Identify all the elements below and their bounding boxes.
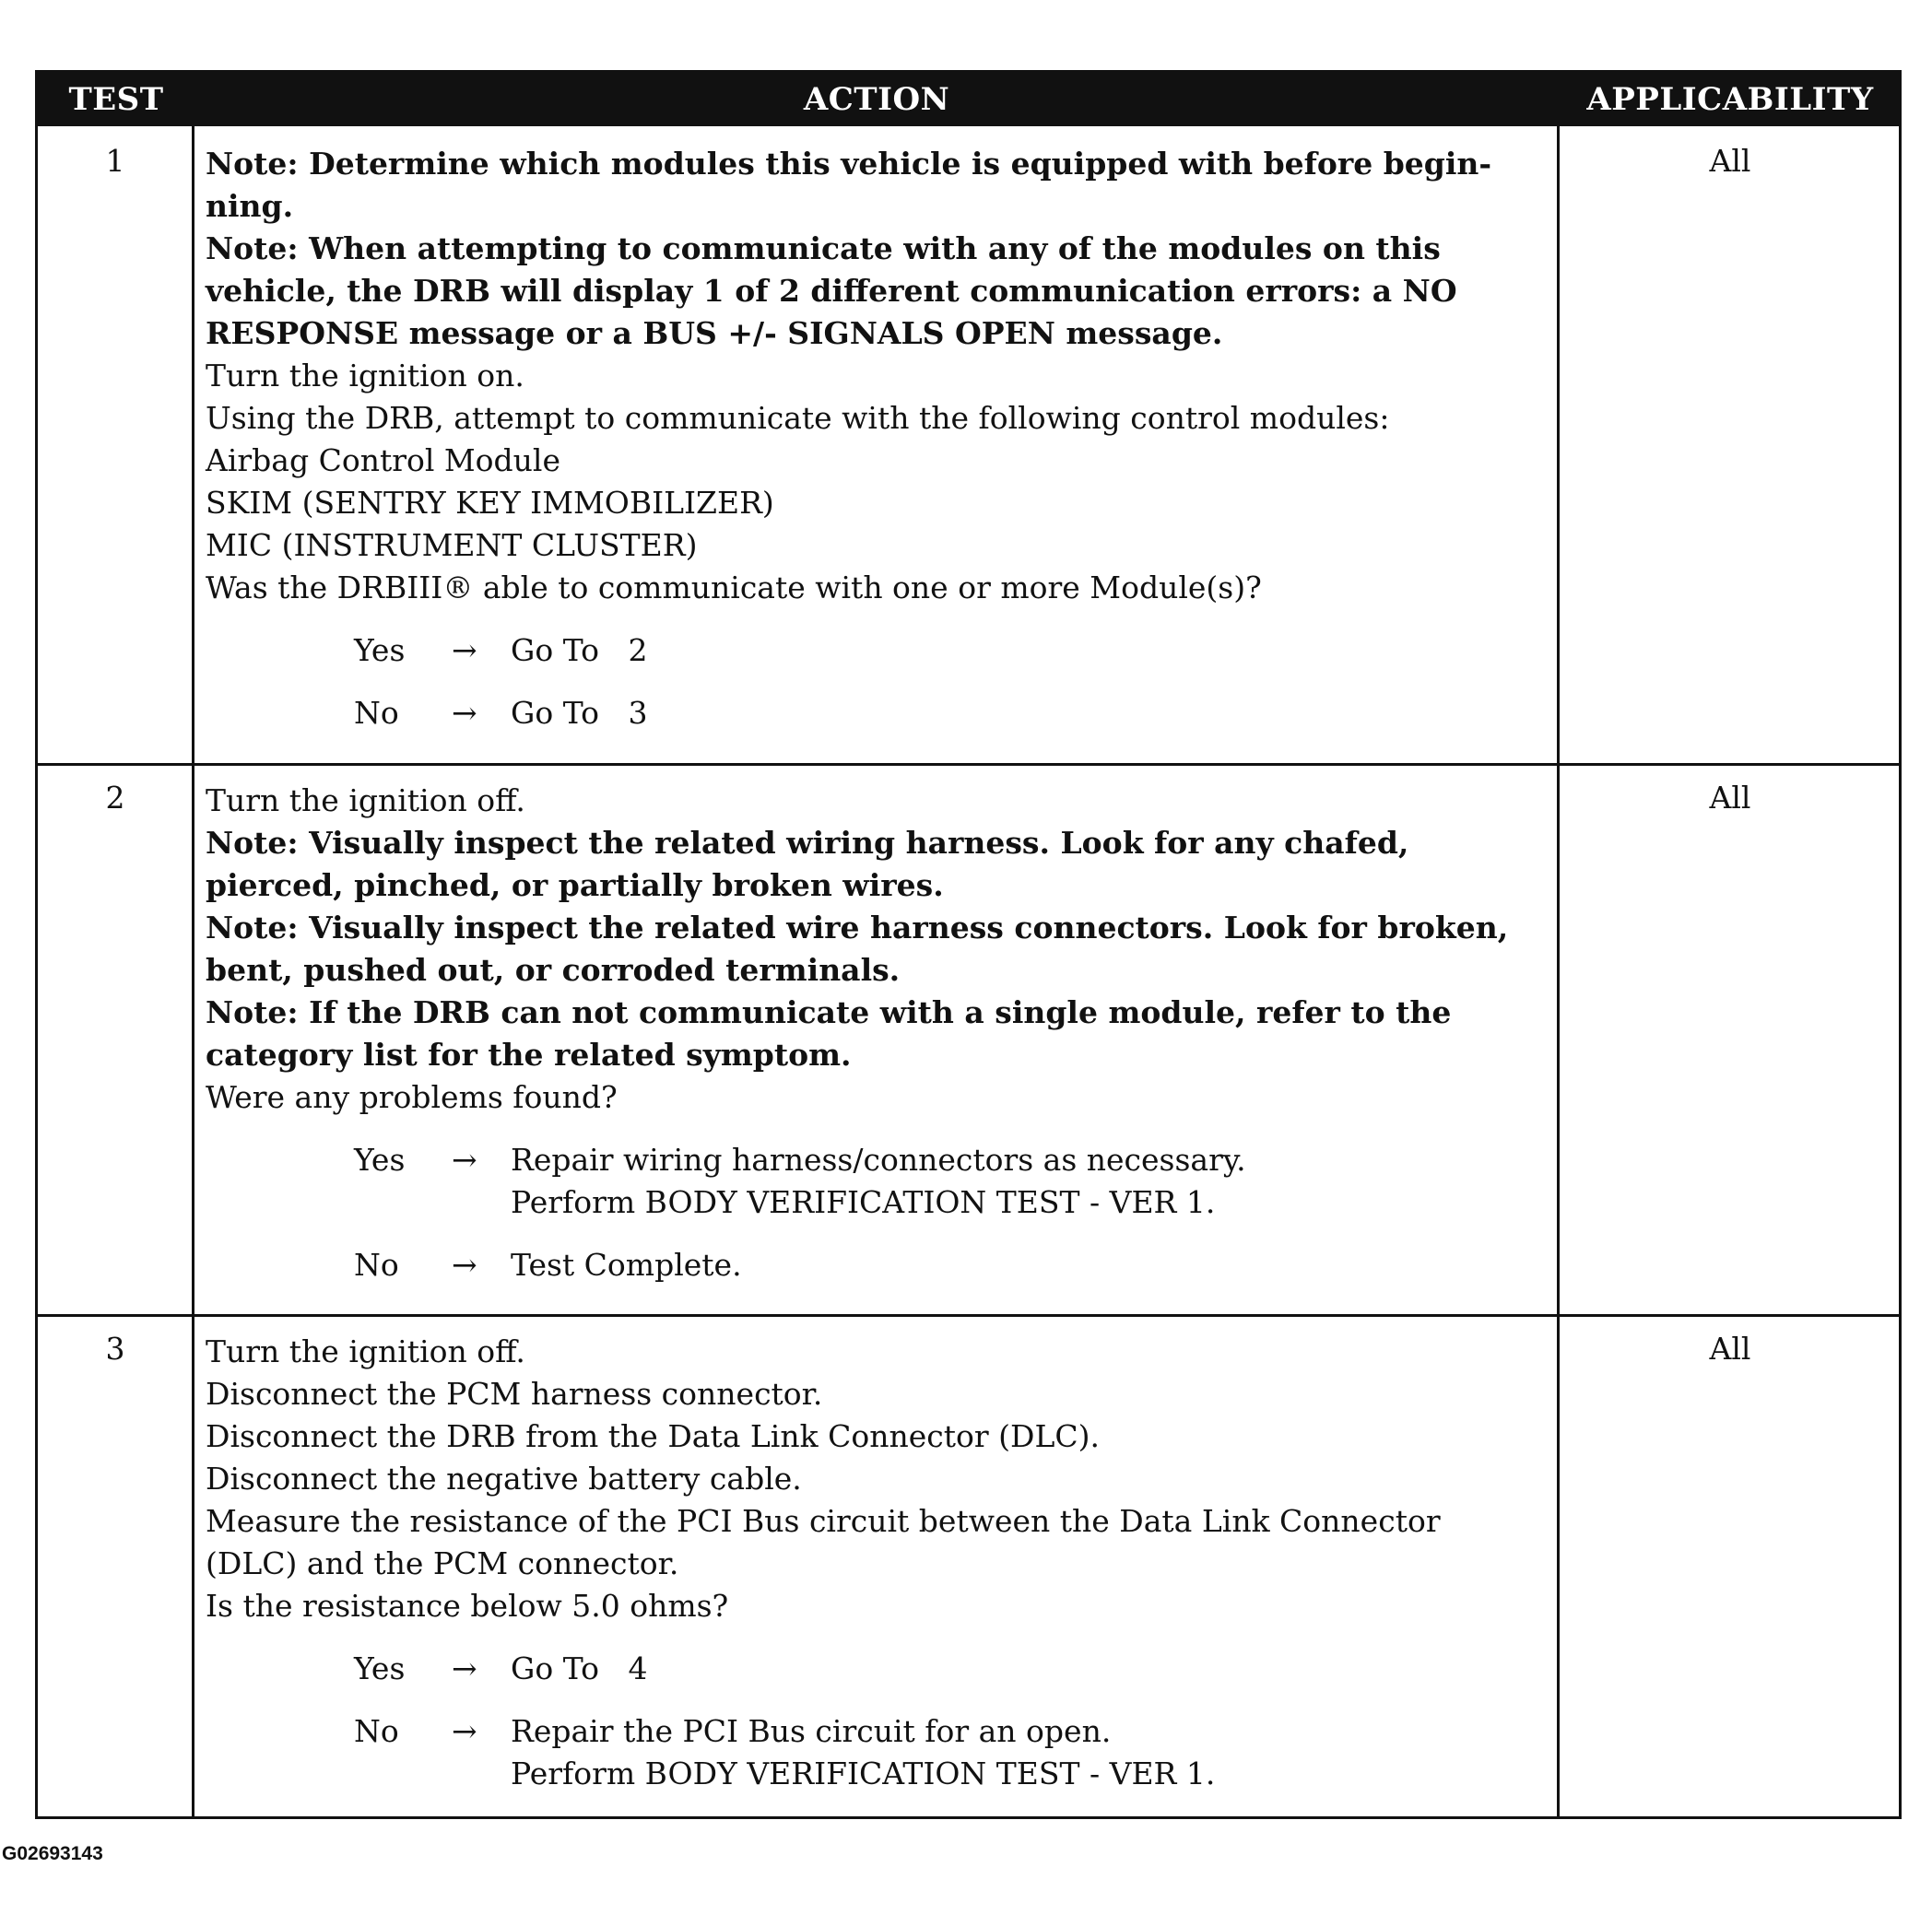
instruction-line: Is the resistance below 5.0 ohms? [206,1588,729,1624]
instruction-line: Turn the ignition on. [206,358,524,393]
instruction-line: Using the DRB, attempt to communicate with the following control modules: [206,400,1390,436]
note-line: Note: Determine which modules this vehicle is equipped with before begin- [206,146,1492,182]
result-text-line: Go To 4 [511,1650,648,1686]
result-text [511,1244,1548,1286]
note-line: RESPONSE message or a BUS +/- SIGNALS OPEN message. [206,315,1223,351]
instruction-line: Turn the ignition off. [206,1333,525,1369]
applicability-1: All [1709,143,1751,179]
action-cell-3 [206,1331,1548,1795]
action-cell-1 [206,143,1548,734]
column-divider-applicability [1557,126,1560,1816]
arrow-right-icon: → [452,695,477,731]
note-line: vehicle, the DRB will display 1 of 2 different communication errors: a NO [206,273,1457,309]
note-line: bent, pushed out, or corroded terminals. [206,952,901,988]
result-text-line: Go To 3 [511,695,648,731]
note-line: pierced, pinched, or partially broken wires. [206,867,944,903]
result-text-line: Perform BODY VERIFICATION TEST - VER 1. [511,1184,1216,1220]
row-divider-1 [38,763,1899,766]
result-label: No [354,695,399,731]
row-divider-2 [38,1314,1899,1317]
result-text-line: Repair wiring harness/connectors as necessary. [511,1142,1246,1178]
note-line: Note: If the DRB can not communicate with a single module, refer to the [206,994,1452,1030]
result-text [511,692,1548,734]
figure-id: G02693143 [2,1843,103,1864]
result-label: Yes [354,1650,406,1686]
instruction-line: Measure the resistance of the PCI Bus circuit between the Data Link Connector [206,1503,1441,1539]
note-line: Note: Visually inspect the related wiring harness. Look for any chafed, [206,825,1409,861]
result-no [206,1710,1548,1795]
instruction-line: Disconnect the DRB from the Data Link Connector (DLC). [206,1418,1100,1454]
instruction-line: Turn the ignition off. [206,782,525,818]
column-divider-test [192,126,194,1816]
note-line: ning. [206,188,294,224]
test-number-1: 1 [105,143,125,179]
arrow-right-icon: → [452,1650,477,1686]
result-label: Yes [354,632,406,668]
arrow-right-icon: → [452,1247,477,1283]
test-number-3: 3 [105,1331,125,1367]
instruction-line: (DLC) and the PCM connector. [206,1545,679,1581]
header-test: TEST [68,81,164,118]
action-cell-2 [206,780,1548,1286]
result-label: Yes [354,1142,406,1178]
note-line: Note: When attempting to communicate with any of the modules on this [206,230,1441,266]
instruction-line: Airbag Control Module [206,442,561,478]
header-action: ACTION [803,81,950,118]
result-yes [206,1139,1548,1224]
result-no [206,692,1548,734]
header-applicability: APPLICABILITY [1586,81,1874,118]
instruction-line: Disconnect the PCM harness connector. [206,1376,823,1412]
note-line: category list for the related symptom. [206,1037,852,1073]
result-text [511,1139,1548,1224]
instruction-line: Disconnect the negative battery cable. [206,1461,802,1497]
result-text [511,629,1548,672]
applicability-2: All [1709,780,1751,816]
result-yes [206,629,1548,672]
instruction-line: Was the DRBIII® able to communicate with one or more Module(s)? [206,570,1262,605]
note-line: Note: Visually inspect the related wire harness connectors. Look for broken, [206,910,1509,945]
arrow-right-icon: → [452,1142,477,1178]
result-text-line: Repair the PCI Bus circuit for an open. [511,1713,1112,1749]
instruction-line: MIC (INSTRUMENT CLUSTER) [206,527,698,563]
result-text-line: Perform BODY VERIFICATION TEST - VER 1. [511,1756,1216,1791]
applicability-3: All [1709,1331,1751,1367]
table-header [38,73,1899,126]
arrow-right-icon: → [452,1713,477,1749]
result-label: No [354,1713,399,1749]
diagnostic-test-table [35,70,1902,1819]
result-text-line: Go To 2 [511,632,648,668]
result-text [511,1710,1548,1795]
test-number-2: 2 [105,780,125,816]
instruction-line: Were any problems found? [206,1079,618,1115]
result-no [206,1244,1548,1286]
result-yes [206,1648,1548,1690]
instruction-line: SKIM (SENTRY KEY IMMOBILIZER) [206,485,774,521]
result-text [511,1648,1548,1690]
arrow-right-icon: → [452,632,477,668]
result-text-line: Test Complete. [511,1247,742,1283]
result-label: No [354,1247,399,1283]
